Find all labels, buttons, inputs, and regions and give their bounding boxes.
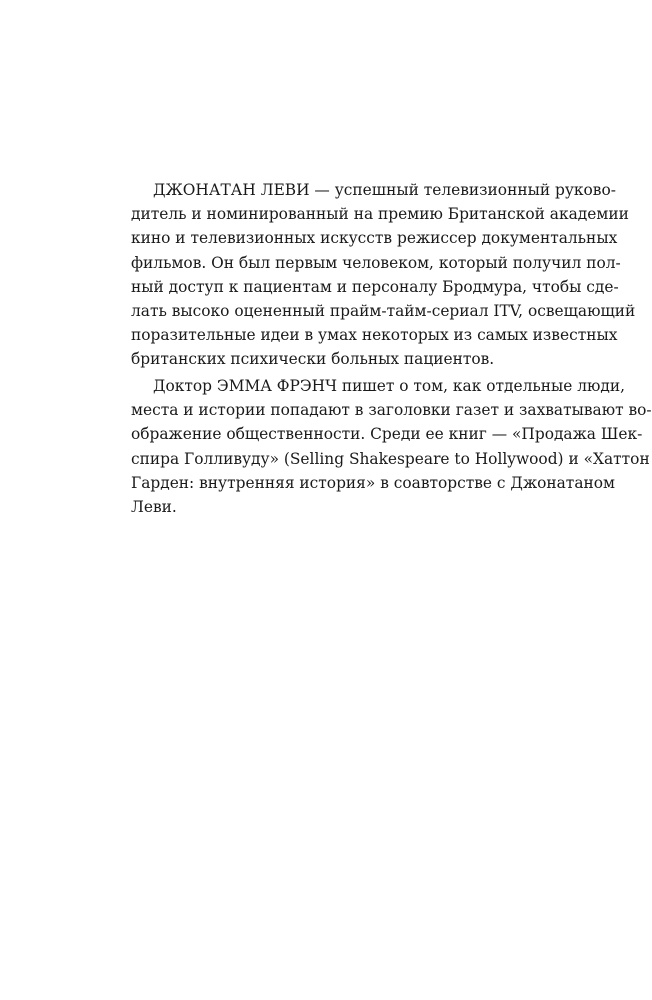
author-bio-levi (131, 178, 636, 372)
text-line: Гарден: внутренняя история» в соавторстве с Джонатаном (131, 473, 615, 492)
text-line: ный доступ к пациентам и персоналу Бродмура, чтобы сде- (131, 277, 619, 296)
text-line: Леви. (131, 497, 177, 516)
author-bio-french (131, 374, 652, 519)
text-line: спира Голливуду» (Selling Shakespeare to Hollywood) и «Хаттон (131, 449, 650, 468)
text-line: фильмов. Он был первым человеком, который получил пол- (131, 253, 621, 272)
text-line: Доктор ЭММА ФРЭНЧ пишет о том, как отдельные люди, (153, 377, 626, 395)
text-line: британских психически больных пациентов. (131, 350, 495, 369)
text-line: ображение общественности. Среди ее книг — «Продажа Шек- (131, 425, 643, 444)
text-line: поразительные идеи в умах некоторых из самых известных (131, 326, 618, 345)
text-line: дитель и номинированный на премию Британской академии (131, 205, 629, 224)
text-line: места и истории попадают в заголовки газет и захватывают во- (131, 401, 652, 420)
text-line: кино и телевизионных искусств режиссер документальных (131, 229, 618, 248)
text-line: лать высоко оцененный прайм-тайм-сериал ITV, освещающий (131, 301, 636, 320)
text-line: ДЖОНАТАН ЛЕВИ — успешный телевизионный руково- (153, 181, 616, 199)
